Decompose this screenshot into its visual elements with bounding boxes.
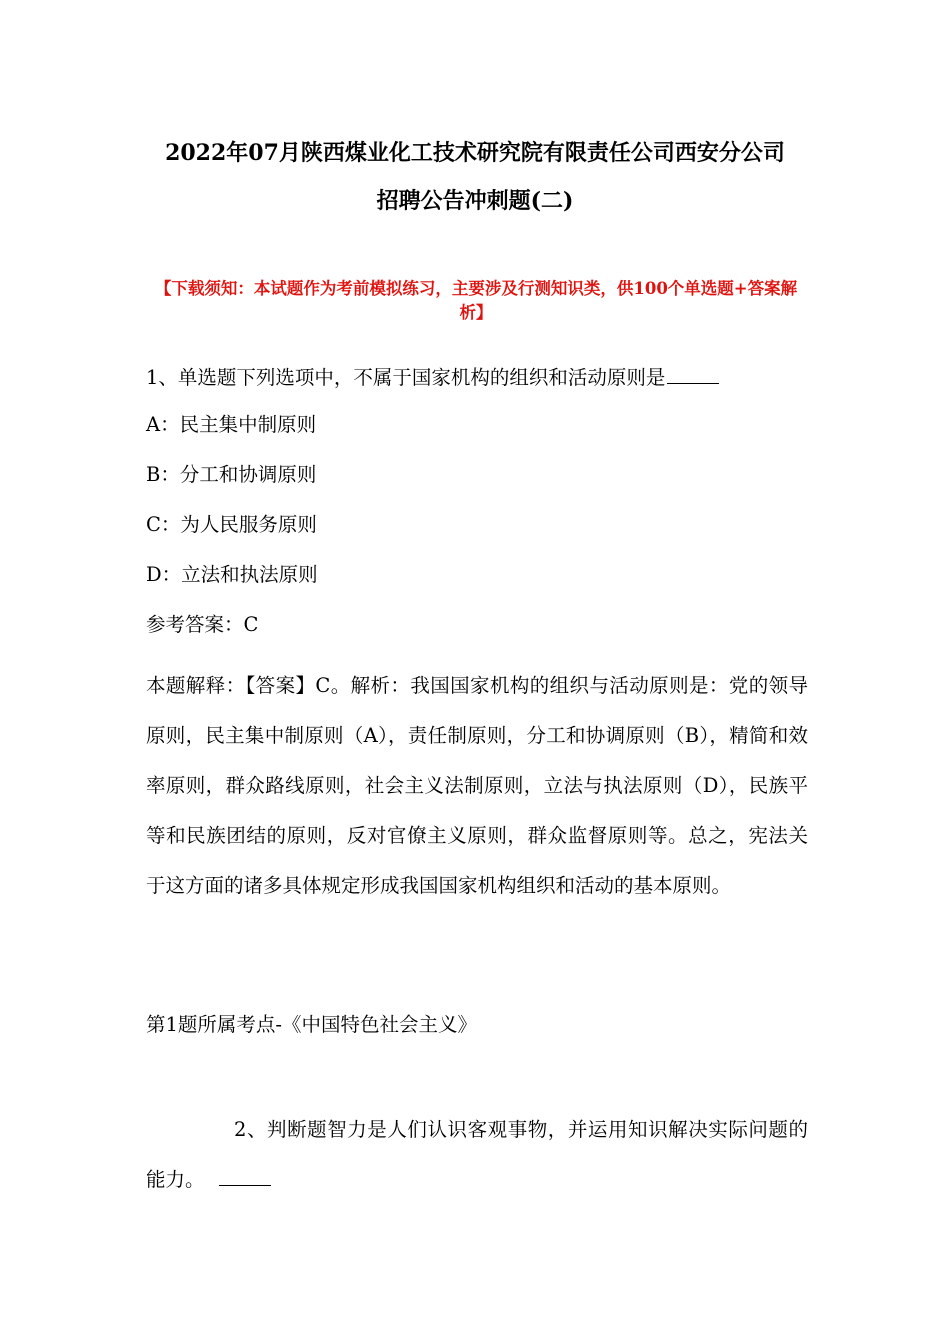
- document-title-line-1: 2022年07月陕西煤业化工技术研究院有限责任公司西安分公司: [165, 140, 785, 166]
- question-2-stem-text: 2、判断题智力是人们认识客观事物，并运用知识解决实际问题的能力。: [146, 1118, 808, 1191]
- question-1-option-d: D：立法和执法原则: [146, 563, 318, 586]
- question-1-stem-text: 1、单选题下列选项中，不属于国家机构的组织和活动原则是: [146, 366, 666, 389]
- question-1-stem: [146, 363, 808, 393]
- answer-blank: [667, 365, 719, 384]
- question-1-answer: 参考答案：C: [146, 613, 259, 636]
- question-1-option-c: C：为人民服务原则: [146, 513, 317, 536]
- question-1-option-b: B：分工和协调原则: [146, 463, 317, 486]
- document-title-line-2: 招聘公告冲刺题(二): [376, 188, 574, 214]
- download-notice: 【下载须知：本试题作为考前模拟练习，主要涉及行测知识类，供100个单选题+答案解析】: [154, 279, 798, 322]
- question-1-option-a: A：民主集中制原则: [146, 413, 317, 436]
- question-2-stem: [146, 1105, 808, 1205]
- question-1-topic: 第1题所属考点-《中国特色社会主义》: [146, 1013, 477, 1036]
- question-1-explanation: 本题解释：【答案】C。解析：我国国家机构的组织与活动原则是：党的领导原则，民主集中制原则（A），责任制原则，分工和协调原则（B），精简和效率原则，群众路线原则，社会主义法制原则，立法与执法原则（D），民族平等和民族团结的原则，反对官僚主义原则，群众监督原则等。总之，宪法关于这方面的诸多具体规定形成我国国家机构组织和活动的基本原则。: [146, 674, 808, 897]
- answer-blank-2: [219, 1167, 271, 1186]
